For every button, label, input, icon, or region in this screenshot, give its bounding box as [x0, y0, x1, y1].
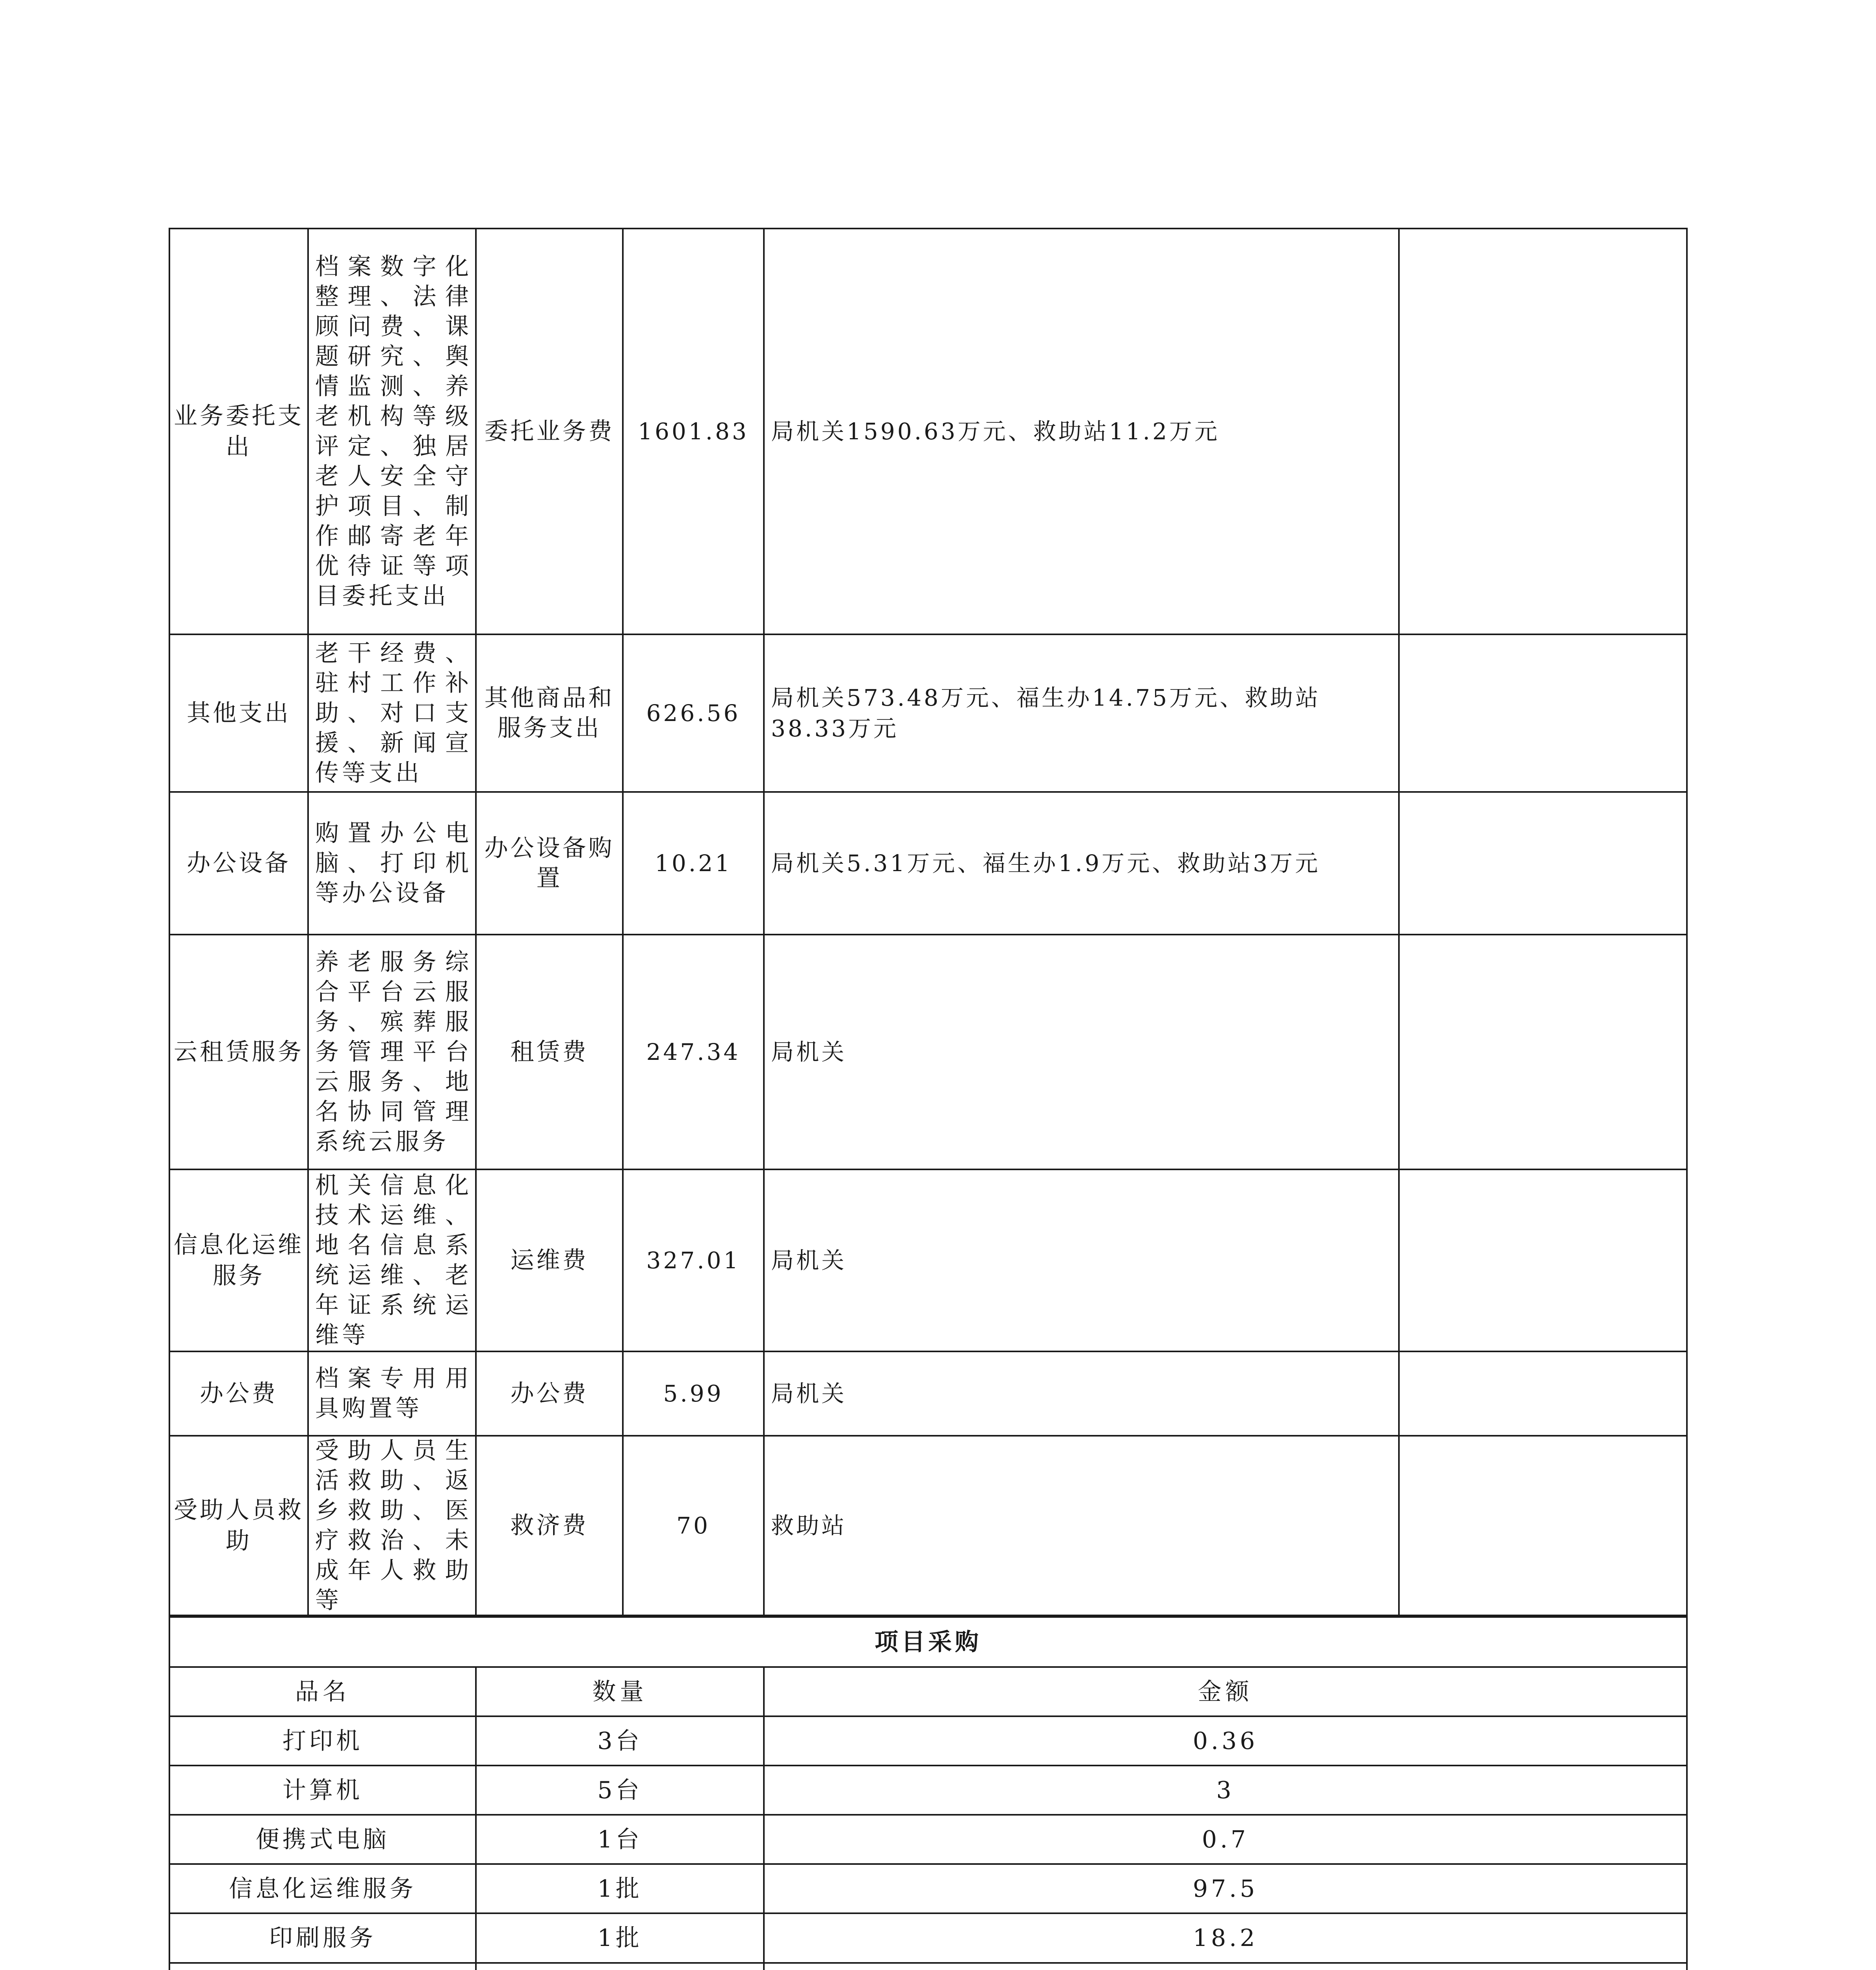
procurement-name-text	[170, 1964, 475, 1970]
procurement-name-cell	[169, 1815, 476, 1864]
expense-category-cell	[169, 1351, 308, 1436]
procurement-amount-cell	[764, 1766, 1687, 1815]
expense-detail-cell	[764, 1169, 1399, 1351]
procurement-amount-cell	[764, 1716, 1687, 1766]
expense-content-cell	[308, 1436, 476, 1615]
procurement-name-cell	[169, 1963, 476, 1970]
expense-note-text	[1400, 793, 1686, 934]
expense-type-cell	[476, 792, 623, 935]
expense-note-cell	[1399, 229, 1687, 634]
expense-amount-text: 10.21	[654, 850, 732, 877]
header-quantity-cell	[476, 1667, 764, 1716]
expense-type-text: 办公费	[510, 1380, 589, 1407]
expense-type-text: 租赁费	[510, 1038, 589, 1066]
expense-amount-text: 70	[676, 1512, 710, 1539]
procurement-quantity-cell	[476, 1864, 764, 1913]
expense-category-text: 办公设备	[187, 849, 291, 877]
expense-content-text: 受助人员生活救助、返乡救助、医疗救治、未成年人救助等	[315, 1437, 472, 1614]
procurement-section-title-cell	[169, 1617, 1687, 1667]
expense-detail-text: 局机关573.48万元、福生办14.75万元、救助站38.33万元	[771, 684, 1321, 742]
procurement-table	[169, 1616, 1688, 1970]
expense-content-text: 机关信息化技术运维、地名信息系统运维、老年证系统运维等	[315, 1172, 472, 1349]
expense-content-cell	[308, 1169, 476, 1351]
expense-type-cell	[476, 1436, 623, 1615]
expense-note-text	[1400, 1170, 1686, 1351]
procurement-row	[169, 1864, 1687, 1913]
expense-detail-cell	[764, 1436, 1399, 1615]
expense-note-cell	[1399, 1169, 1687, 1351]
procurement-section-title-text: 项目采购	[875, 1628, 982, 1656]
procurement-quantity-text: 1批	[597, 1875, 643, 1903]
procurement-quantity-cell	[476, 1963, 764, 1970]
procurement-row	[169, 1963, 1687, 1970]
expense-detail-text: 局机关1590.63万元、救助站11.2万元	[771, 418, 1220, 445]
expense-amount-text: 626.56	[646, 700, 741, 727]
procurement-quantity-cell	[476, 1716, 764, 1766]
procurement-amount-cell	[764, 1963, 1687, 1970]
expense-amount-cell	[623, 634, 764, 792]
header-name-text: 品名	[295, 1678, 350, 1706]
expense-category-text: 业务委托支出	[174, 402, 304, 461]
expense-content-text: 购置办公电脑、打印机等办公设备	[315, 820, 472, 907]
expense-note-text	[1400, 935, 1686, 1169]
expense-amount-cell	[623, 935, 764, 1169]
expense-content-cell	[308, 792, 476, 935]
expense-type-text: 其他商品和服务支出	[484, 684, 615, 742]
procurement-name-text: 计算机	[282, 1776, 363, 1804]
expense-detail-text: 局机关	[771, 1380, 847, 1407]
expense-type-text: 委托业务费	[484, 418, 615, 445]
expense-amount-text: 5.99	[663, 1380, 724, 1407]
expense-type-text: 运维费	[510, 1247, 589, 1274]
expense-content-cell	[308, 229, 476, 634]
header-quantity-text: 数量	[592, 1678, 648, 1706]
expense-category-text: 云租赁服务	[174, 1038, 304, 1066]
procurement-name-cell	[169, 1766, 476, 1815]
procurement-amount-text: 97.5	[1192, 1875, 1258, 1903]
expense-detail-text: 局机关5.31万元、福生办1.9万元、救助站3万元	[771, 850, 1321, 877]
expense-detail-text: 局机关	[771, 1247, 847, 1274]
expense-row	[169, 792, 1687, 935]
procurement-amount-text: 18.2	[1192, 1924, 1258, 1952]
procurement-row	[169, 1815, 1687, 1864]
procurement-table-body	[169, 1617, 1687, 1970]
expense-row	[169, 1169, 1687, 1351]
expense-category-cell	[169, 1436, 308, 1615]
expense-row	[169, 1351, 1687, 1436]
procurement-name-cell	[169, 1913, 476, 1963]
expense-category-text: 其他支出	[187, 699, 291, 727]
expense-category-text: 受助人员救助	[174, 1496, 304, 1555]
expense-content-text: 档案专用用具购置等	[315, 1365, 472, 1422]
expense-amount-cell	[623, 1351, 764, 1436]
procurement-amount-text: 0.7	[1202, 1825, 1249, 1853]
procurement-amount-cell	[764, 1864, 1687, 1913]
expense-note-text	[1400, 229, 1686, 634]
expense-content-text: 老干经费、驻村工作补助、对口支援、新闻宣传等支出	[315, 639, 472, 787]
procurement-quantity-text	[477, 1964, 763, 1970]
procurement-amount-text: 3	[1216, 1776, 1235, 1804]
expense-content-cell	[308, 935, 476, 1169]
expense-detail-cell	[764, 792, 1399, 935]
expense-category-text: 办公费	[200, 1380, 278, 1407]
expense-note-cell	[1399, 935, 1687, 1169]
expense-type-cell	[476, 935, 623, 1169]
expense-row	[169, 935, 1687, 1169]
procurement-name-text: 打印机	[282, 1727, 363, 1755]
procurement-name-cell	[169, 1716, 476, 1766]
procurement-name-text: 便携式电脑	[256, 1825, 390, 1853]
expense-row	[169, 1436, 1687, 1615]
header-name-cell	[169, 1667, 476, 1716]
expense-category-text: 信息化运维服务	[174, 1231, 304, 1290]
expense-row	[169, 229, 1687, 634]
procurement-section-row	[169, 1617, 1687, 1667]
procurement-amount-cell	[764, 1815, 1687, 1864]
expense-type-cell	[476, 229, 623, 634]
expense-note-text	[1400, 635, 1686, 791]
expense-type-cell	[476, 1169, 623, 1351]
expense-note-cell	[1399, 1351, 1687, 1436]
expense-content-cell	[308, 1351, 476, 1436]
procurement-row	[169, 1913, 1687, 1963]
expense-type-cell	[476, 1351, 623, 1436]
procurement-name-cell	[169, 1864, 476, 1913]
expense-detail-text: 局机关	[771, 1039, 847, 1065]
procurement-amount-cell	[764, 1913, 1687, 1963]
expense-detail-cell	[764, 229, 1399, 634]
expense-type-text: 救济费	[510, 1512, 589, 1539]
expense-row	[169, 634, 1687, 792]
procurement-row	[169, 1716, 1687, 1766]
expense-note-cell	[1399, 1436, 1687, 1615]
procurement-name-text: 信息化运维服务	[229, 1875, 416, 1903]
procurement-quantity-text: 1台	[597, 1825, 643, 1853]
procurement-name-text: 印刷服务	[269, 1924, 376, 1952]
procurement-quantity-text: 5台	[597, 1776, 643, 1804]
expense-table-body	[169, 229, 1687, 1615]
expense-detail-text: 救助站	[771, 1512, 847, 1539]
procurement-amount-text	[765, 1964, 1686, 1970]
procurement-row	[169, 1766, 1687, 1815]
procurement-quantity-text: 3台	[597, 1727, 643, 1755]
expense-amount-cell	[623, 1436, 764, 1615]
expense-content-text: 养老服务综合平台云服务、殡葬服务管理平台云服务、地名协同管理系统云服务	[315, 948, 472, 1156]
expense-amount-text: 327.01	[646, 1247, 741, 1274]
header-amount-text: 金额	[1198, 1678, 1253, 1706]
procurement-quantity-cell	[476, 1815, 764, 1864]
expense-category-cell	[169, 229, 308, 634]
expense-detail-cell	[764, 634, 1399, 792]
expense-amount-cell	[623, 229, 764, 634]
expense-category-cell	[169, 1169, 308, 1351]
expense-amount-text: 247.34	[646, 1039, 741, 1065]
procurement-amount-text: 0.36	[1192, 1727, 1258, 1755]
header-amount-cell	[764, 1667, 1687, 1716]
expense-category-cell	[169, 792, 308, 935]
procurement-quantity-cell	[476, 1913, 764, 1963]
expense-type-text: 办公设备购置	[484, 834, 615, 892]
expense-note-cell	[1399, 792, 1687, 935]
expense-content-cell	[308, 634, 476, 792]
expense-amount-cell	[623, 1169, 764, 1351]
procurement-quantity-text: 1批	[597, 1924, 643, 1952]
expense-note-text	[1400, 1437, 1686, 1615]
expense-amount-text: 1601.83	[638, 418, 749, 445]
procurement-header-row	[169, 1667, 1687, 1716]
expense-category-cell	[169, 935, 308, 1169]
expense-detail-cell	[764, 1351, 1399, 1436]
expense-category-cell	[169, 634, 308, 792]
expense-content-text: 档案数字化整理、法律顾问费、课题研究、舆情监测、养老机构等级评定、独居老人安全守护项目、制作邮寄老年优待证等项目委托支出	[315, 253, 472, 610]
expense-table	[169, 228, 1688, 1616]
expense-amount-cell	[623, 792, 764, 935]
expense-note-cell	[1399, 634, 1687, 792]
expense-detail-cell	[764, 935, 1399, 1169]
expense-note-text	[1400, 1352, 1686, 1435]
expense-type-cell	[476, 634, 623, 792]
procurement-quantity-cell	[476, 1766, 764, 1815]
